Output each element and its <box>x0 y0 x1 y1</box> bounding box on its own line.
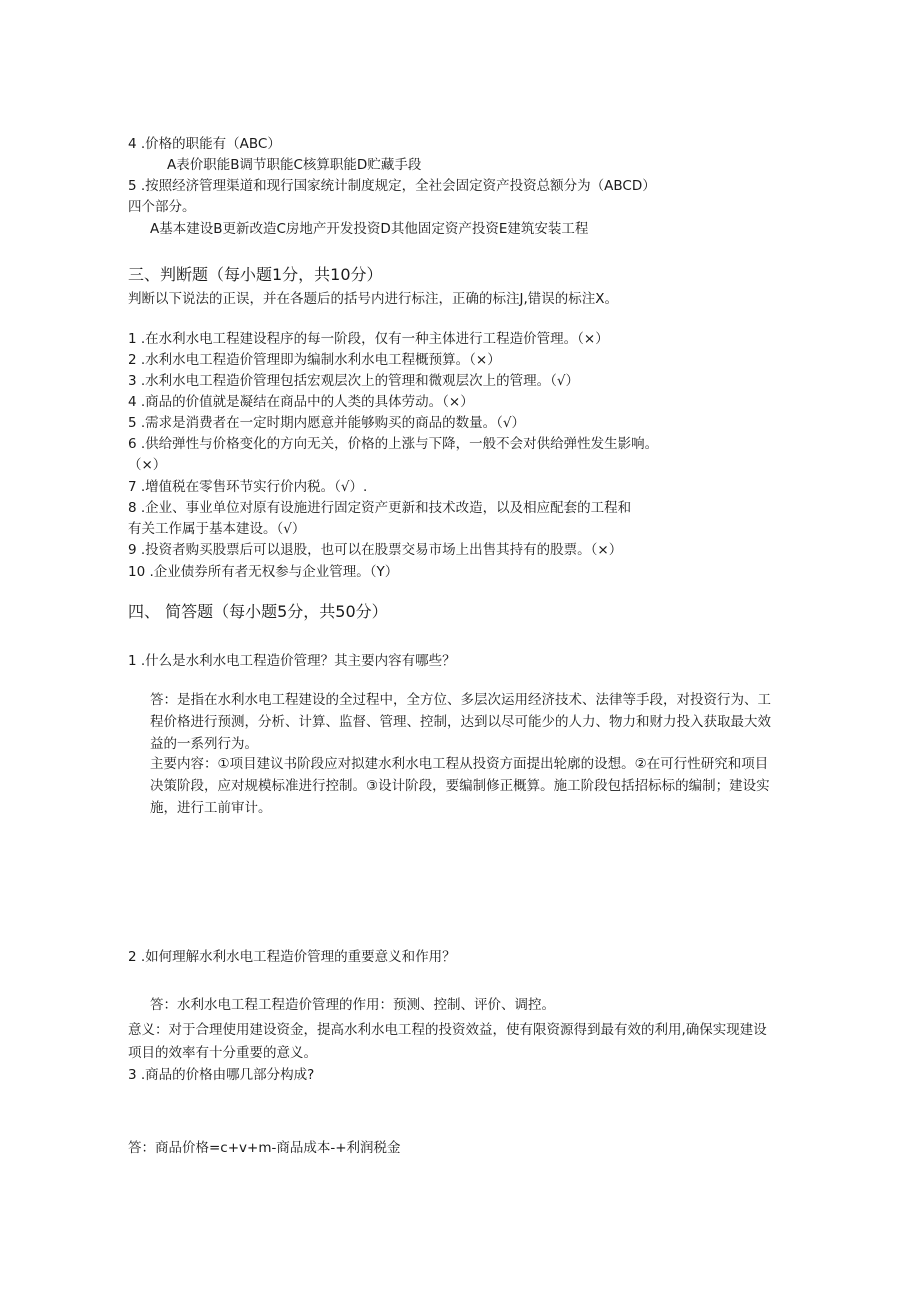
short-answer-2-answer-line1: 答：水利水电工程工程造价管理的作用：预测、控制、评价、调控。 <box>150 997 555 1013</box>
judgement-8-continued: 有关工作属于基本建设。（√） <box>128 521 306 537</box>
question-4-options: A表价职能B调节职能C核算职能D贮藏手段 <box>167 157 422 173</box>
short-answer-2-question: 2 .如何理解水利水电工程造价管理的重要意义和作用？ <box>128 949 456 965</box>
judgement-9: 9 .投资者购买股票后可以退股，也可以在股票交易市场上出售其持有的股票。（×） <box>128 542 623 558</box>
short-answer-2-answer-line2: 意义：对于合理使用建设资金，提高水利水电工程的投资效益，使有限资源得到最有效的利用,确保实现建设 <box>128 1022 767 1038</box>
section-4-title: 四、 简答题（每小题5分，共50分） <box>128 602 388 621</box>
judgement-5: 5 .需求是消费者在一定时期内愿意并能够购买的商品的数量。（√） <box>128 415 526 431</box>
judgement-6-answer: （×） <box>128 457 167 473</box>
short-answer-1-answer-line1: 答：是指在水利水电工程建设的全过程中，全方位、多层次运用经济技术、法律等手段，对投资行为、工 <box>150 692 771 708</box>
short-answer-1-answer-line2: 程价格进行预测，分析、计算、监督、管理、控制，达到以尽可能少的人力、物力和财力投入获取最大效 <box>150 714 771 730</box>
short-answer-3-question: 3 .商品的价格由哪几部分构成? <box>128 1067 315 1083</box>
judgement-2: 2 .水利水电工程造价管理即为编制水利水电工程概预算。（×） <box>128 352 501 368</box>
judgement-8: 8 .企业、事业单位对原有设施进行固定资产更新和技术改造，以及相应配套的工程和 <box>128 500 632 516</box>
short-answer-2-answer-line3: 项目的效率有十分重要的意义。 <box>128 1045 317 1061</box>
question-5-options: A基本建设B更新改造C房地产开发投资D其他固定资产投资E建筑安装工程 <box>150 221 589 237</box>
judgement-4: 4 .商品的价值就是凝结在商品中的人类的具体劳动。（×） <box>128 394 474 410</box>
short-answer-1-content-line3: 施，进行工前审计。 <box>150 800 272 816</box>
short-answer-3-answer: 答：商品价格=c+v+m-商品成本-+利润税金 <box>128 1140 401 1156</box>
short-answer-1-content-line2: 决策阶段，应对规模标准进行控制。③设计阶段，要编制修正概算。施工阶段包括招标标的编制；建设实 <box>150 778 770 794</box>
short-answer-1-content-line1: 主要内容：①项目建议书阶段应对拟建水利水电工程从投资方面提出轮廓的设想。②在可行性研究和项目 <box>150 756 769 772</box>
section-3-title: 三、判断题（每小题1分，共10分） <box>128 265 383 284</box>
judgement-1: 1 .在水利水电工程建设程序的每一阶段，仅有一种主体进行工程造价管理。（×） <box>128 331 609 347</box>
judgement-10: 10 .企业债券所有者无权参与企业管理。（Y） <box>128 564 399 580</box>
judgement-6: 6 .供给弹性与价格变化的方向无关，价格的上涨与下降，一般不会对供给弹性发生影响。 <box>128 436 659 452</box>
question-5-continued: 四个部分。 <box>128 199 196 215</box>
question-4: 4 .价格的职能有（ABC） <box>128 136 281 152</box>
question-5: 5 .按照经济管理渠道和现行国家统计制度规定，全社会固定资产投资总额分为（ABCD） <box>128 178 656 194</box>
judgement-3: 3 .水利水电工程造价管理包括宏观层次上的管理和微观层次上的管理。（√） <box>128 373 580 389</box>
section-3-instructions: 判断以下说法的正误，并在各题后的括号内进行标注，正确的标注J,错误的标注X。 <box>128 291 619 307</box>
short-answer-1-question: 1 .什么是水利水电工程造价管理？其主要内容有哪些？ <box>128 653 456 669</box>
short-answer-1-answer-line3: 益的一系列行为。 <box>150 736 258 752</box>
judgement-7: 7 .增值税在零售环节实行价内税。（√）. <box>128 479 368 495</box>
